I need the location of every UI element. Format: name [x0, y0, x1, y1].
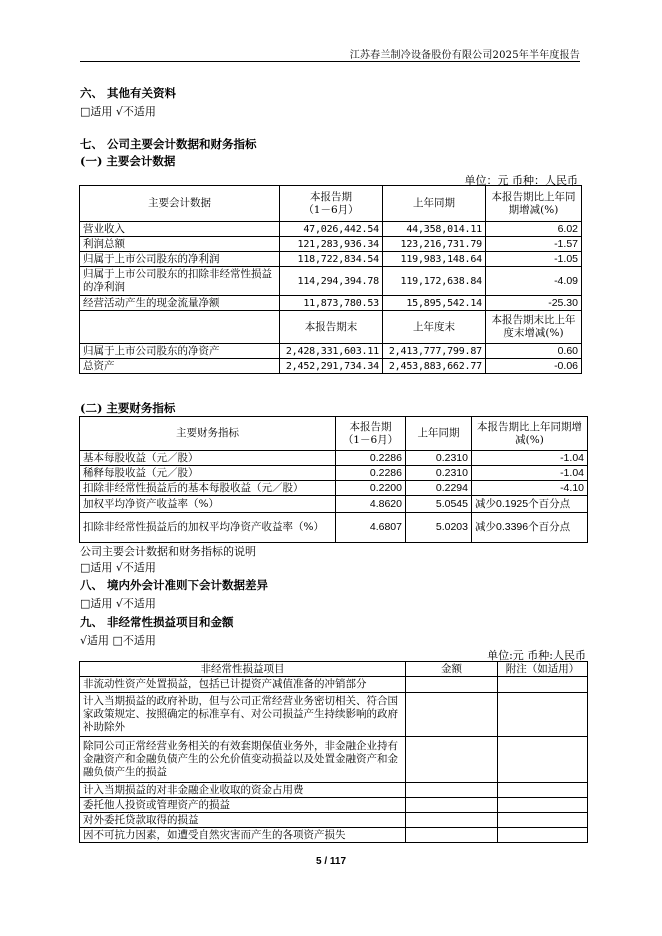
table-cell: 0.2310 — [406, 451, 472, 466]
table-cell: 6.02 — [486, 222, 582, 237]
table-cell: 119,172,638.84 — [383, 267, 486, 296]
table-cell: 稀释每股收益（元／股） — [80, 466, 336, 481]
t3-head-1: 金额 — [406, 662, 498, 677]
table-cell: 0.2294 — [406, 481, 472, 496]
t3-head-0: 非经常性损益项目 — [80, 662, 406, 677]
table-cell: 减少0.1925个百分点 — [472, 496, 588, 513]
table-cell: 加权平均净资产收益率（%） — [80, 496, 336, 513]
table-cell: 扣除非经常性损益后的加权平均净资产收益率（%） — [80, 513, 336, 543]
table-cell: 5.0203 — [406, 513, 472, 543]
financial-indicator-table — [79, 416, 588, 543]
table-cell: 0.2286 — [336, 466, 406, 481]
t1-head2-0 — [80, 311, 280, 344]
table-cell: 0.60 — [486, 344, 582, 359]
table-cell — [406, 828, 498, 843]
table-cell: 4.6807 — [336, 513, 406, 543]
table-cell: 47,026,442.54 — [280, 222, 383, 237]
table-cell: 对外委托贷款取得的损益 — [80, 813, 406, 828]
table-cell: 归属于上市公司股东的净资产 — [80, 344, 280, 359]
table-cell: 118,722,834.54 — [280, 252, 383, 267]
table-cell: 0.2286 — [336, 451, 406, 466]
t2-head-1: 本报告期 （1－6月） — [336, 417, 406, 451]
table1-unit: 单位：元 币种：人民币 — [464, 174, 578, 187]
table-cell — [498, 693, 588, 737]
table-cell: 11,873,780.53 — [280, 296, 383, 311]
section-7-sub1: (一) 主要会计数据 — [80, 154, 176, 168]
page-header: 江苏春兰制冷设备股份有限公司2025年半年度报告 — [349, 50, 580, 61]
table-cell: 经营活动产生的现金流量净额 — [80, 296, 280, 311]
table-cell — [406, 677, 498, 693]
t1-head2-1: 本报告期末 — [280, 311, 383, 344]
table-cell: 0.2200 — [336, 481, 406, 496]
table-cell: 除同公司正常经营业务相关的有效套期保值业务外，非金融企业持有金融资产和金融负债产生的公允价值变动损益以及处置金融资产和金融负债产生的损益 — [80, 737, 406, 783]
table-cell: 基本每股收益（元／股） — [80, 451, 336, 466]
table-cell: 2,452,291,734.34 — [280, 359, 383, 374]
table-cell — [498, 813, 588, 828]
table-cell — [406, 693, 498, 737]
section-9-title: 九、 非经常性损益项目和金额 — [80, 615, 234, 629]
t1-head-0: 主要会计数据 — [80, 186, 280, 222]
table-cell — [498, 828, 588, 843]
table-cell — [406, 813, 498, 828]
non-recurring-table — [79, 661, 588, 843]
table-cell: 归属于上市公司股东的扣除非经常性损益的净利润 — [80, 267, 280, 296]
table-cell: 计入当期损益的对非金融企业收取的资金占用费 — [80, 783, 406, 798]
indicator-note: 公司主要会计数据和财务指标的说明 — [80, 545, 256, 558]
table-cell: 总资产 — [80, 359, 280, 374]
section-6-title: 六、 其他有关资料 — [80, 86, 177, 100]
t3-head-2: 附注（如适用） — [498, 662, 588, 677]
table-cell — [406, 783, 498, 798]
section-9-options: √适用 □不适用 — [80, 634, 156, 647]
table-cell: 15,895,542.14 — [383, 296, 486, 311]
main-accounting-table — [79, 185, 582, 374]
table-cell: 利润总额 — [80, 237, 280, 252]
section-6-options: □适用 √不适用 — [80, 105, 156, 118]
table-cell: 0.2310 — [406, 466, 472, 481]
t2-head-2: 上年同期 — [406, 417, 472, 451]
section-7-sub2: (二) 主要财务指标 — [80, 401, 176, 415]
t2-head-0: 主要财务指标 — [80, 417, 336, 451]
table-cell: 44,358,014.11 — [383, 222, 486, 237]
table-cell: 123,216,731.79 — [383, 237, 486, 252]
table-cell: 114,294,394.78 — [280, 267, 383, 296]
t2-head-3: 本报告期比上年同期增减(%) — [472, 417, 588, 451]
table-cell: 4.8620 — [336, 496, 406, 513]
t1-head-2: 上年同期 — [383, 186, 486, 222]
section-8-options: □适用 √不适用 — [80, 597, 156, 610]
table-cell — [498, 783, 588, 798]
table-cell — [498, 737, 588, 783]
table-cell: -0.06 — [486, 359, 582, 374]
table-cell: -1.04 — [472, 466, 588, 481]
table-cell: 减少0.3396个百分点 — [472, 513, 588, 543]
table-cell: 因不可抗力因素，如遭受自然灾害而产生的各项资产损失 — [80, 828, 406, 843]
table-cell: -4.09 — [486, 267, 582, 296]
page-number: 5 / 117 — [315, 856, 347, 867]
table3-unit: 单位:元 币种:人民币 — [487, 649, 586, 662]
table-cell: -1.05 — [486, 252, 582, 267]
t1-head-1: 本报告期 （1－6月） — [280, 186, 383, 222]
table-cell: 121,283,936.34 — [280, 237, 383, 252]
table-cell: 非流动性资产处置损益，包括已计提资产减值准备的冲销部分 — [80, 677, 406, 693]
indicator-note-options: □适用 √不适用 — [80, 561, 156, 574]
header-rule — [80, 61, 580, 62]
t1-head2-3: 本报告期末比上年度末增减(%) — [486, 311, 582, 344]
table-cell — [406, 737, 498, 783]
table-cell — [406, 798, 498, 813]
table-cell: -1.04 — [472, 451, 588, 466]
table-cell: 计入当期损益的政府补助，但与公司正常经营业务密切相关、符合国家政策规定、按照确定的标准享有、对公司损益产生持续影响的政府补助除外 — [80, 693, 406, 737]
t1-head-3: 本报告期比上年同期增减(%) — [486, 186, 582, 222]
table-cell: 扣除非经常性损益后的基本每股收益（元／股） — [80, 481, 336, 496]
table-cell: 119,983,148.64 — [383, 252, 486, 267]
section-8-title: 八、 境内外会计准则下会计数据差异 — [80, 578, 269, 592]
t1-head2-2: 上年度末 — [383, 311, 486, 344]
table-cell: 2,453,883,662.77 — [383, 359, 486, 374]
table-cell: 归属于上市公司股东的净利润 — [80, 252, 280, 267]
table-cell — [498, 677, 588, 693]
table-cell: 2,428,331,603.11 — [280, 344, 383, 359]
table-cell: -4.10 — [472, 481, 588, 496]
table-cell: -25.30 — [486, 296, 582, 311]
table-cell: 2,413,777,799.87 — [383, 344, 486, 359]
table-cell: 委托他人投资或管理资产的损益 — [80, 798, 406, 813]
table-cell: 5.0545 — [406, 496, 472, 513]
table-cell — [498, 798, 588, 813]
table-cell: 营业收入 — [80, 222, 280, 237]
section-7-title: 七、 公司主要会计数据和财务指标 — [80, 137, 257, 151]
table-cell: -1.57 — [486, 237, 582, 252]
